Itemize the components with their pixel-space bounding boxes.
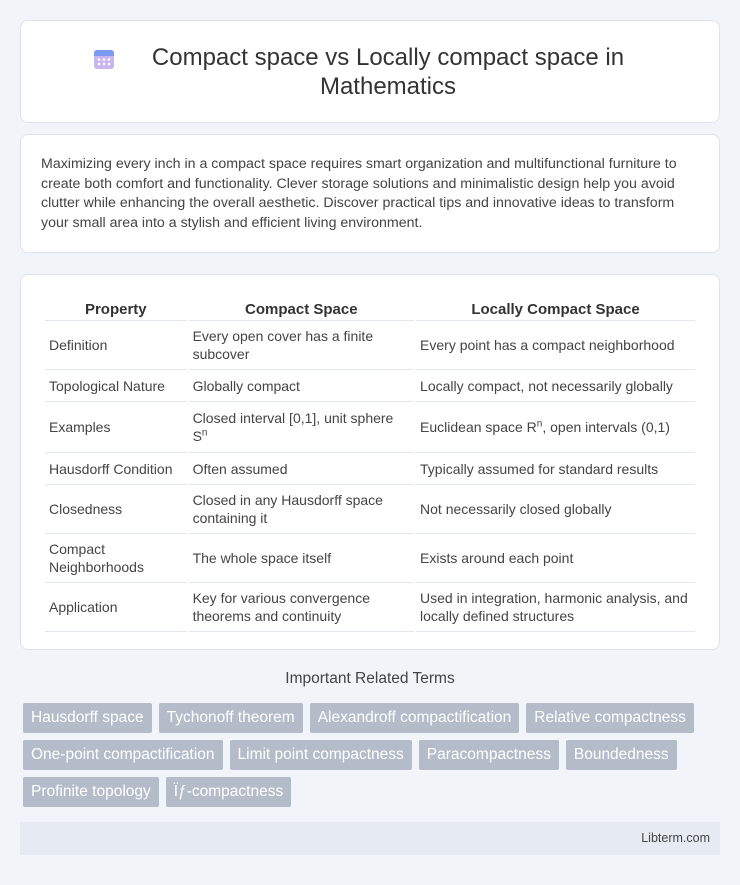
intro-card [20,134,720,253]
cell-locally-text: Every point has a compact neighborhood [420,337,675,353]
related-term-tag[interactable]: Boundedness [566,740,677,770]
table-row [45,370,695,402]
cell-property: Examples [45,402,187,453]
cell-locally-superscript: n [536,418,543,430]
cell-compact [189,485,414,534]
related-term-tag[interactable]: Limit point compactness [230,740,412,770]
calendar-grid-icon [92,47,116,71]
related-term-tag[interactable]: Hausdorff space [23,703,152,733]
table-row [45,321,695,370]
cell-compact-superscript: n [201,427,208,439]
related-term-tag[interactable]: Tychonoff theorem [159,703,303,733]
cell-locally-compact [416,583,695,632]
cell-locally-compact [416,370,695,402]
cell-locally-compact [416,402,695,453]
cell-locally-compact [416,453,695,485]
intro-text: Maximizing every inch in a compact space requires smart organization and multifunctional furniture to create both comfort and functionality. Clever storage solutions and minimalistic design help you avoid clutter while enhancing the overall aesthetic. Discover practical tips and innovative ideas to transform your small area into a stylish and efficient living environment. [41,156,677,231]
cell-property: Definition [45,321,187,370]
table-body [45,321,695,632]
header-property: Property [45,295,187,321]
page-title: Compact space vs Locally compact space in Mathematics [151,43,625,100]
cell-compact-text: The whole space itself [192,550,332,566]
related-term-tag[interactable]: Paracompactness [419,740,559,770]
table-row [45,402,695,453]
table-row [45,534,695,583]
related-terms-list [23,703,723,807]
cell-property: Hausdorff Condition [45,453,187,485]
related-term-tag[interactable]: Alexandroff compactification [310,703,520,733]
cell-property: Compact Neighborhoods [45,534,187,583]
cell-locally-text: Not necessarily closed globally [420,501,612,517]
related-term-tag[interactable]: Ïƒ-compactness [166,777,291,807]
cell-compact-text: Globally compact [192,377,300,394]
cell-locally-text: Exists around each point [420,550,574,566]
cell-compact [189,453,414,485]
table-row [45,583,695,632]
cell-locally-text: Used in integration, harmonic analysis, and locally defined structures [420,590,688,624]
cell-compact [189,402,414,453]
footer [20,822,720,855]
table-row [45,453,695,485]
comparison-card [20,274,720,650]
header [92,43,648,101]
cell-locally-text: Euclidean space R [420,419,537,435]
cell-locally-text-continued: , open intervals (0,1) [542,419,670,435]
cell-compact [189,583,414,632]
cell-compact [189,534,414,583]
cell-compact-text: Often assumed [192,460,288,477]
table-row [45,485,695,534]
cell-property: Topological Nature [45,370,187,402]
cell-compact-text: Closed interval [0,1], unit sphere S [192,410,394,444]
related-term-tag[interactable]: Relative compactness [526,703,694,733]
cell-compact-text: Closed in any Hausdorff space containing it [192,492,383,526]
header-compact-space: Compact Space [189,295,414,321]
cell-locally-compact [416,321,695,370]
cell-locally-compact [416,485,695,534]
cell-compact [189,370,414,402]
cell-compact-text: Key for various convergence theorems and continuity [192,590,370,624]
related-term-tag[interactable]: One-point compactification [23,740,223,770]
cell-locally-compact [416,534,695,583]
table-header-row [45,295,695,321]
cell-property: Closedness [45,485,187,534]
comparison-table [43,295,697,632]
cell-locally-text: Typically assumed for standard results [420,460,659,477]
cell-compact-text: Every open cover has a finite subcover [192,328,374,362]
related-terms-title: Important Related Terms [285,670,455,687]
related-term-tag[interactable]: Profinite topology [23,777,159,807]
header-card [20,20,720,123]
footer-brand[interactable]: Libterm.com [641,831,710,845]
cell-compact [189,321,414,370]
cell-property: Application [45,583,187,632]
header-locally-compact-space: Locally Compact Space [416,295,695,321]
cell-locally-text: Locally compact, not necessarily globally [420,377,673,394]
